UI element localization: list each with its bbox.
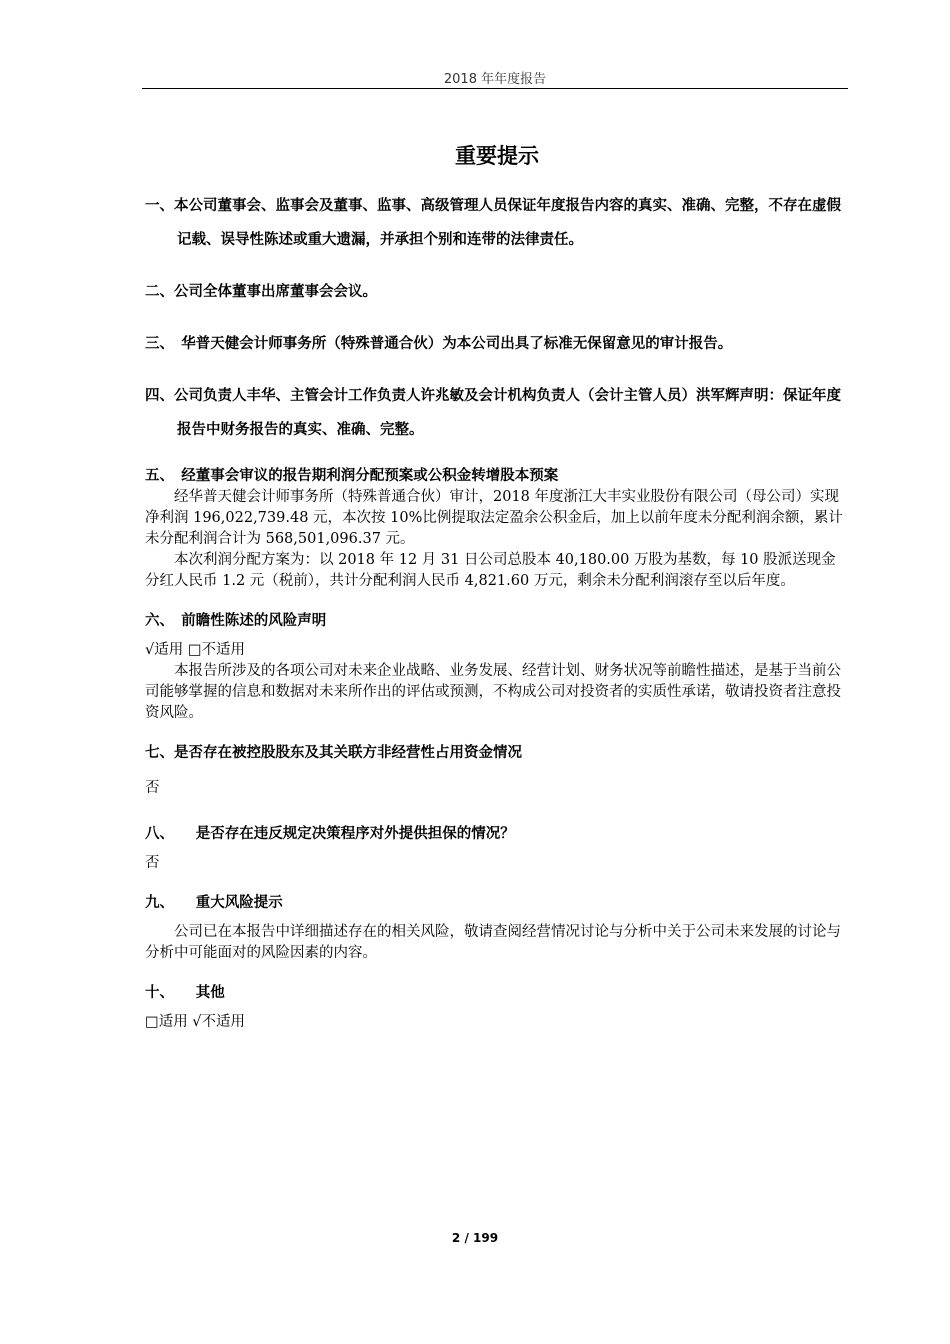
header-rule bbox=[142, 88, 848, 89]
page-title: 重要提示 bbox=[455, 144, 539, 168]
item-one: 一、本公司董事会、监事会及董事、监事、高级管理人员保证年度报告内容的真实、准确、完整，不存在虚假记载、误导性陈述或重大遗漏，并承担个别和连带的法律责任。 bbox=[145, 198, 841, 248]
item-six-heading: 六、 前瞻性陈述的风险声明 bbox=[145, 613, 327, 629]
item-seven-heading: 七、是否存在被控股股东及其关联方非经营性占用资金情况 bbox=[145, 745, 522, 761]
item-five-paragraph-1: 经华普天健会计师事务所（特殊普通合伙）审计，2018 年度浙江大丰实业股份有限公司（母公司）实现净利润 196,022,739.48 元，本次按 10%比例提取法定盈余公积金后，加上以前年度未分配利润余额，累计未分配利润合计为 568,501,096.37 元。 bbox=[145, 489, 843, 547]
item-nine-heading: 九、 重大风险提示 bbox=[145, 895, 283, 911]
item-eight-heading: 八、 是否存在违反规定决策程序对外提供担保的情况？ bbox=[145, 826, 515, 842]
document-body bbox=[145, 140, 849, 1033]
item-six-paragraph: 本报告所涉及的各项公司对未来企业战略、业务发展、经营计划、财务状况等前瞻性描述，是基于当前公司能够掌握的信息和数据对未来所作出的评估或预测，不构成公司对投资者的实质性承诺，敬请投资者注意投资风险。 bbox=[145, 663, 841, 721]
item-four: 四、公司负责人丰华、主管会计工作负责人许兆敏及会计机构负责人（会计主管人员）洪军辉声明：保证年度报告中财务报告的真实、准确、完整。 bbox=[145, 388, 841, 438]
item-nine-paragraph: 公司已在本报告中详细描述存在的相关风险，敬请查阅经营情况讨论与分析中关于公司未来发展的讨论与分析中可能面对的风险因素的内容。 bbox=[145, 924, 841, 961]
item-ten-heading: 十、 其他 bbox=[145, 985, 225, 1001]
page-number: 2 / 199 bbox=[451, 1231, 499, 1245]
item-eight-answer: 否 bbox=[145, 855, 160, 871]
item-two: 二、公司全体董事出席董事会会议。 bbox=[145, 284, 377, 300]
item-five-paragraph-2: 本次利润分配方案为：以 2018 年 12 月 31 日公司总股本 40,180.00 万股为基数，每 10 股派送现金分红人民币 1.2 元（税前），共计分配利润人民币 4,821.60 万元，剩余未分配利润滚存至以后年度。 bbox=[145, 552, 836, 589]
item-five-heading: 五、 经董事会审议的报告期利润分配预案或公积金转增股本预案 bbox=[145, 468, 559, 484]
item-six-applicable: √适用 □不适用 bbox=[145, 642, 246, 658]
running-header: 2018 年年度报告 bbox=[443, 72, 547, 87]
item-ten-applicable: □适用 √不适用 bbox=[145, 1014, 246, 1030]
item-seven-answer: 否 bbox=[145, 780, 160, 796]
item-three: 三、 华普天健会计师事务所（特殊普通合伙）为本公司出具了标准无保留意见的审计报告。 bbox=[145, 336, 733, 352]
